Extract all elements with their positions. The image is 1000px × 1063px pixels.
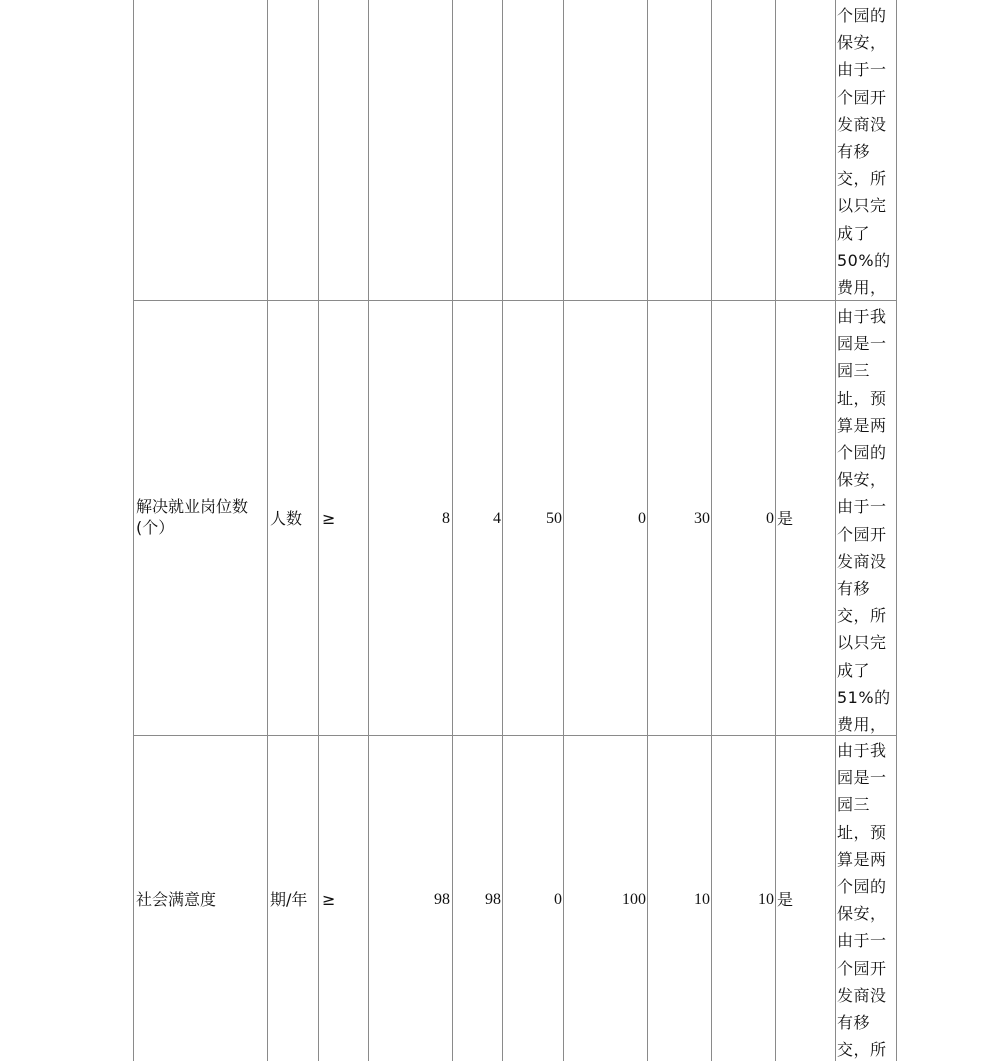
note-line: 有移 bbox=[837, 1013, 871, 1033]
row-border bbox=[133, 735, 897, 736]
note-line: 交，所 bbox=[837, 169, 887, 189]
note-line: 发商没 bbox=[837, 114, 887, 134]
indicator-name bbox=[136, 496, 248, 538]
table-row-note bbox=[837, 2, 895, 301]
value-cell: 0 bbox=[638, 510, 646, 527]
note-line: 费用， bbox=[837, 278, 887, 298]
column-border bbox=[452, 0, 453, 1061]
column-border bbox=[563, 0, 564, 1061]
note-line: 以只完 bbox=[837, 633, 887, 653]
note-line: 费用， bbox=[837, 715, 887, 735]
value-cell: 4 bbox=[493, 510, 501, 527]
note-line: 发商没 bbox=[837, 985, 887, 1005]
unit-cell: 人数 bbox=[270, 509, 303, 528]
note-line: 算是两 bbox=[837, 415, 887, 435]
note-line: 发商没 bbox=[837, 551, 887, 571]
note-line: 成了 bbox=[837, 223, 871, 243]
operator-cell: ≥ bbox=[322, 509, 336, 528]
indicator-line: (个） bbox=[136, 518, 175, 537]
note-line: 51%的 bbox=[837, 687, 891, 707]
column-border bbox=[647, 0, 648, 1061]
indicator-line: 解决就业岗位数 bbox=[136, 497, 249, 516]
note-line: 成了 bbox=[837, 660, 871, 680]
column-border bbox=[835, 0, 836, 1061]
value-cell: 98 bbox=[434, 891, 450, 908]
note-line: 由于我 bbox=[837, 741, 887, 760]
note-line: 个园开 bbox=[837, 87, 887, 107]
note-line: 园是一 bbox=[837, 768, 887, 788]
note-line: 以只完 bbox=[837, 196, 887, 216]
value-cell: 8 bbox=[442, 510, 450, 527]
column-border bbox=[896, 0, 897, 1061]
note-line: 50%的 bbox=[837, 250, 891, 270]
note-line: 个园开 bbox=[837, 524, 887, 544]
row-border bbox=[133, 300, 897, 301]
value-cell: 50 bbox=[546, 510, 562, 527]
value-cell: 10 bbox=[758, 891, 774, 908]
column-border bbox=[502, 0, 503, 1061]
column-border bbox=[318, 0, 319, 1061]
column-border bbox=[711, 0, 712, 1061]
table-row-note bbox=[837, 303, 895, 738]
value-cell: 98 bbox=[485, 891, 501, 908]
note-line: 保安， bbox=[837, 33, 887, 53]
unit-cell: 期/年 bbox=[270, 890, 308, 909]
column-border bbox=[267, 0, 268, 1061]
column-border bbox=[133, 0, 134, 1061]
note-line: 个园开 bbox=[837, 958, 887, 978]
note-line: 由于一 bbox=[837, 931, 887, 951]
indicator-name: 社会满意度 bbox=[136, 890, 217, 909]
note-line: 址，预 bbox=[837, 388, 887, 408]
value-cell: 0 bbox=[766, 510, 774, 527]
value-cell: 100 bbox=[622, 891, 646, 908]
note-line: 址，预 bbox=[837, 822, 887, 842]
note-line: 算是两 bbox=[837, 849, 887, 869]
note-line: 园是一 bbox=[837, 334, 887, 354]
value-cell: 0 bbox=[554, 891, 562, 908]
note-line: 个园的 bbox=[837, 6, 887, 25]
flag-cell: 是 bbox=[777, 509, 794, 528]
note-line: 有移 bbox=[837, 142, 871, 162]
note-line: 保安， bbox=[837, 904, 887, 924]
note-line: 交，所 bbox=[837, 1040, 887, 1060]
note-line: 个园的 bbox=[837, 443, 887, 463]
value-cell: 10 bbox=[694, 891, 710, 908]
value-cell: 30 bbox=[694, 510, 710, 527]
note-line: 个园的 bbox=[837, 877, 887, 897]
note-line: 园三 bbox=[837, 795, 871, 815]
column-border bbox=[775, 0, 776, 1061]
note-line: 交，所 bbox=[837, 606, 887, 626]
table-row-note bbox=[837, 737, 895, 1063]
note-line: 保安， bbox=[837, 470, 887, 490]
operator-cell: ≥ bbox=[322, 890, 336, 909]
note-line: 园三 bbox=[837, 361, 871, 381]
note-line: 由于我 bbox=[837, 307, 887, 326]
column-border bbox=[368, 0, 369, 1061]
note-line: 由于一 bbox=[837, 60, 887, 80]
flag-cell: 是 bbox=[777, 890, 794, 909]
note-line: 有移 bbox=[837, 579, 871, 599]
note-line: 由于一 bbox=[837, 497, 887, 517]
